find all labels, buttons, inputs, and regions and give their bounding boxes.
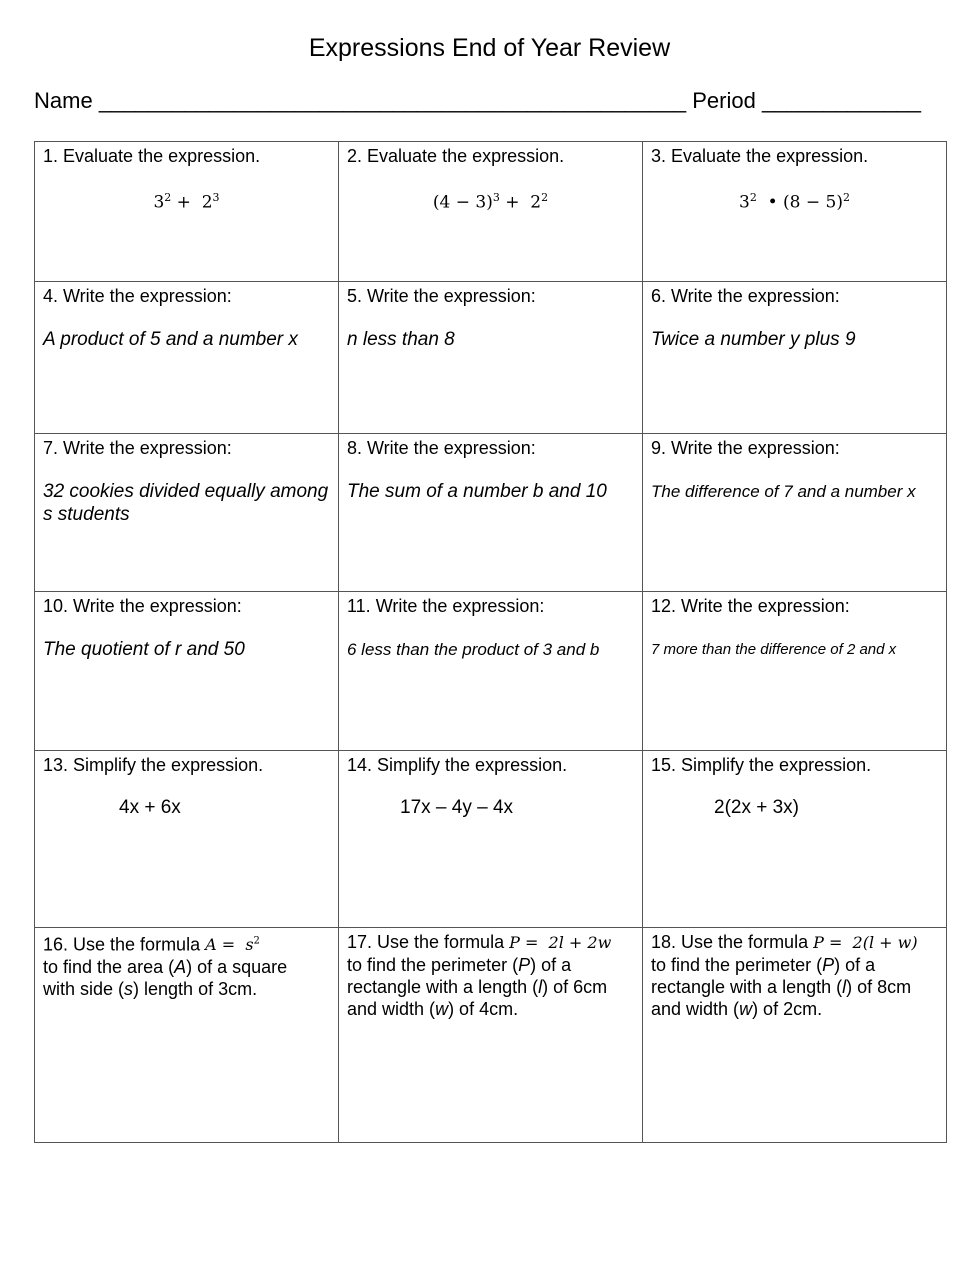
problem-4-instruction: 4. Write the expression: [43, 286, 232, 306]
problem-17-line2a: to find the perimeter ( [347, 955, 519, 975]
problem-17-var-w: w [435, 999, 449, 1019]
name-period-line [34, 88, 921, 114]
problem-17-line2b: ) of a [530, 955, 572, 975]
problem-grid [34, 141, 947, 1143]
problem-3-instruction: 3. Evaluate the expression. [651, 146, 869, 166]
page-title: Expressions End of Year Review [308, 34, 671, 62]
problem-1 [35, 142, 339, 282]
problem-4 [35, 282, 339, 434]
problem-15-instruction: 15. Simplify the expression. [651, 755, 872, 775]
problem-14-instruction: 14. Simplify the expression. [347, 755, 568, 775]
problem-10-instruction: 10. Write the expression: [43, 596, 242, 616]
problem-12 [643, 592, 947, 751]
problem-10-phrase: The quotient of r and 50 [43, 639, 245, 660]
problem-18-var-p: P [822, 955, 835, 975]
problem-18-intro: 18. Use the formula [651, 932, 809, 952]
problem-18-line2a: to find the perimeter ( [651, 955, 823, 975]
problem-13-instruction: 13. Simplify the expression. [43, 755, 264, 775]
problem-7 [35, 434, 339, 592]
problem-16-var-s: s [124, 979, 134, 1000]
problem-1-expression: $3^2 + 2^3$ [153, 191, 220, 213]
problem-17-text [347, 931, 634, 1020]
problem-18-line4b: ) of 2cm. [752, 999, 823, 1019]
problem-13-expression: 4x + 6x [119, 797, 181, 818]
problem-4-phrase: A product of 5 and a number x [43, 329, 298, 350]
problem-18-line4a: and width ( [651, 999, 740, 1019]
problem-16-line2a: to find the area ( [43, 957, 175, 978]
problem-6 [643, 282, 947, 434]
problem-16-intro: 16. Use the formula [43, 934, 201, 955]
problem-5-phrase: n less than 8 [347, 329, 455, 350]
problem-1-instruction: 1. Evaluate the expression. [43, 146, 261, 166]
problem-3-expression: $3^2$ • $(8 - 5)^2$ [738, 191, 850, 213]
problem-17-var-l: l [538, 977, 543, 997]
problem-11-instruction: 11. Write the expression: [347, 596, 545, 616]
problem-14-expression: 17x – 4y – 4x [400, 797, 514, 818]
problem-18 [643, 928, 947, 1143]
problem-16-line2b: ) of a square [186, 957, 288, 978]
problem-5 [339, 282, 643, 434]
problem-7-instruction: 7. Write the expression: [43, 438, 232, 458]
problem-row-1 [35, 142, 947, 282]
problem-2-expression: $(4 - 3)^3 + 2^2$ [432, 191, 549, 213]
problem-13 [35, 751, 339, 928]
problem-15-expression: 2(2x + 3x) [714, 797, 800, 818]
problem-row-6 [35, 928, 947, 1143]
problem-18-line3b: ) of 8cm [846, 977, 912, 997]
period-blank[interactable]: _____________ [761, 88, 922, 113]
problem-16-var-a: A [174, 957, 187, 978]
problem-17-line4a: and width ( [347, 999, 436, 1019]
problem-6-phrase: Twice a number y plus 9 [651, 329, 856, 350]
problem-18-var-w: w [739, 999, 753, 1019]
problem-17-var-p: P [518, 955, 531, 975]
problem-row-5 [35, 751, 947, 928]
problem-8-instruction: 8. Write the expression: [347, 438, 536, 458]
problem-6-instruction: 6. Write the expression: [651, 286, 840, 306]
problem-17 [339, 928, 643, 1143]
problem-3 [643, 142, 947, 282]
problem-8-phrase: The sum of a number b and 10 [347, 481, 607, 502]
name-blank[interactable]: ________________________________________________ [98, 88, 687, 113]
problem-15 [643, 751, 947, 928]
problem-7-phrase: 32 cookies divided equally among s students [43, 481, 329, 525]
problem-16-formula: $A = s^2$ [205, 935, 260, 955]
problem-row-4 [35, 592, 947, 751]
problem-18-line2b: ) of a [834, 955, 876, 975]
problem-17-line3a: rectangle with a length ( [347, 977, 539, 997]
period-label: Period [692, 88, 756, 113]
problem-16 [35, 928, 339, 1143]
problem-16-line3a: with side ( [43, 979, 125, 1000]
problem-5-instruction: 5. Write the expression: [347, 286, 536, 306]
problem-8 [339, 434, 643, 592]
problem-18-formula: P = 2(l + w) [813, 933, 918, 952]
problem-18-var-l: l [842, 977, 847, 997]
problem-11 [339, 592, 643, 751]
problem-17-line3b: ) of 6cm [542, 977, 608, 997]
name-label: Name [34, 88, 93, 113]
problem-2 [339, 142, 643, 282]
problem-2-instruction: 2. Evaluate the expression. [347, 146, 565, 166]
problem-9-phrase: The difference of 7 and a number x [651, 482, 916, 501]
problem-16-line3b: ) length of 3cm. [133, 979, 258, 1000]
problem-12-phrase: 7 more than the difference of 2 and x [651, 641, 897, 658]
problem-18-line3a: rectangle with a length ( [651, 977, 843, 997]
problem-18-text [651, 931, 938, 1020]
problem-9-instruction: 9. Write the expression: [651, 438, 840, 458]
problem-row-2 [35, 282, 947, 434]
problem-17-line4b: ) of 4cm. [448, 999, 519, 1019]
problem-16-text [43, 931, 330, 1000]
problem-17-formula: P = 2l + 2w [509, 933, 612, 952]
problem-row-3 [35, 434, 947, 592]
problem-17-intro: 17. Use the formula [347, 932, 505, 952]
problem-9 [643, 434, 947, 592]
problem-11-phrase: 6 less than the product of 3 and b [347, 640, 600, 659]
problem-12-instruction: 12. Write the expression: [651, 596, 850, 616]
problem-10 [35, 592, 339, 751]
problem-14 [339, 751, 643, 928]
